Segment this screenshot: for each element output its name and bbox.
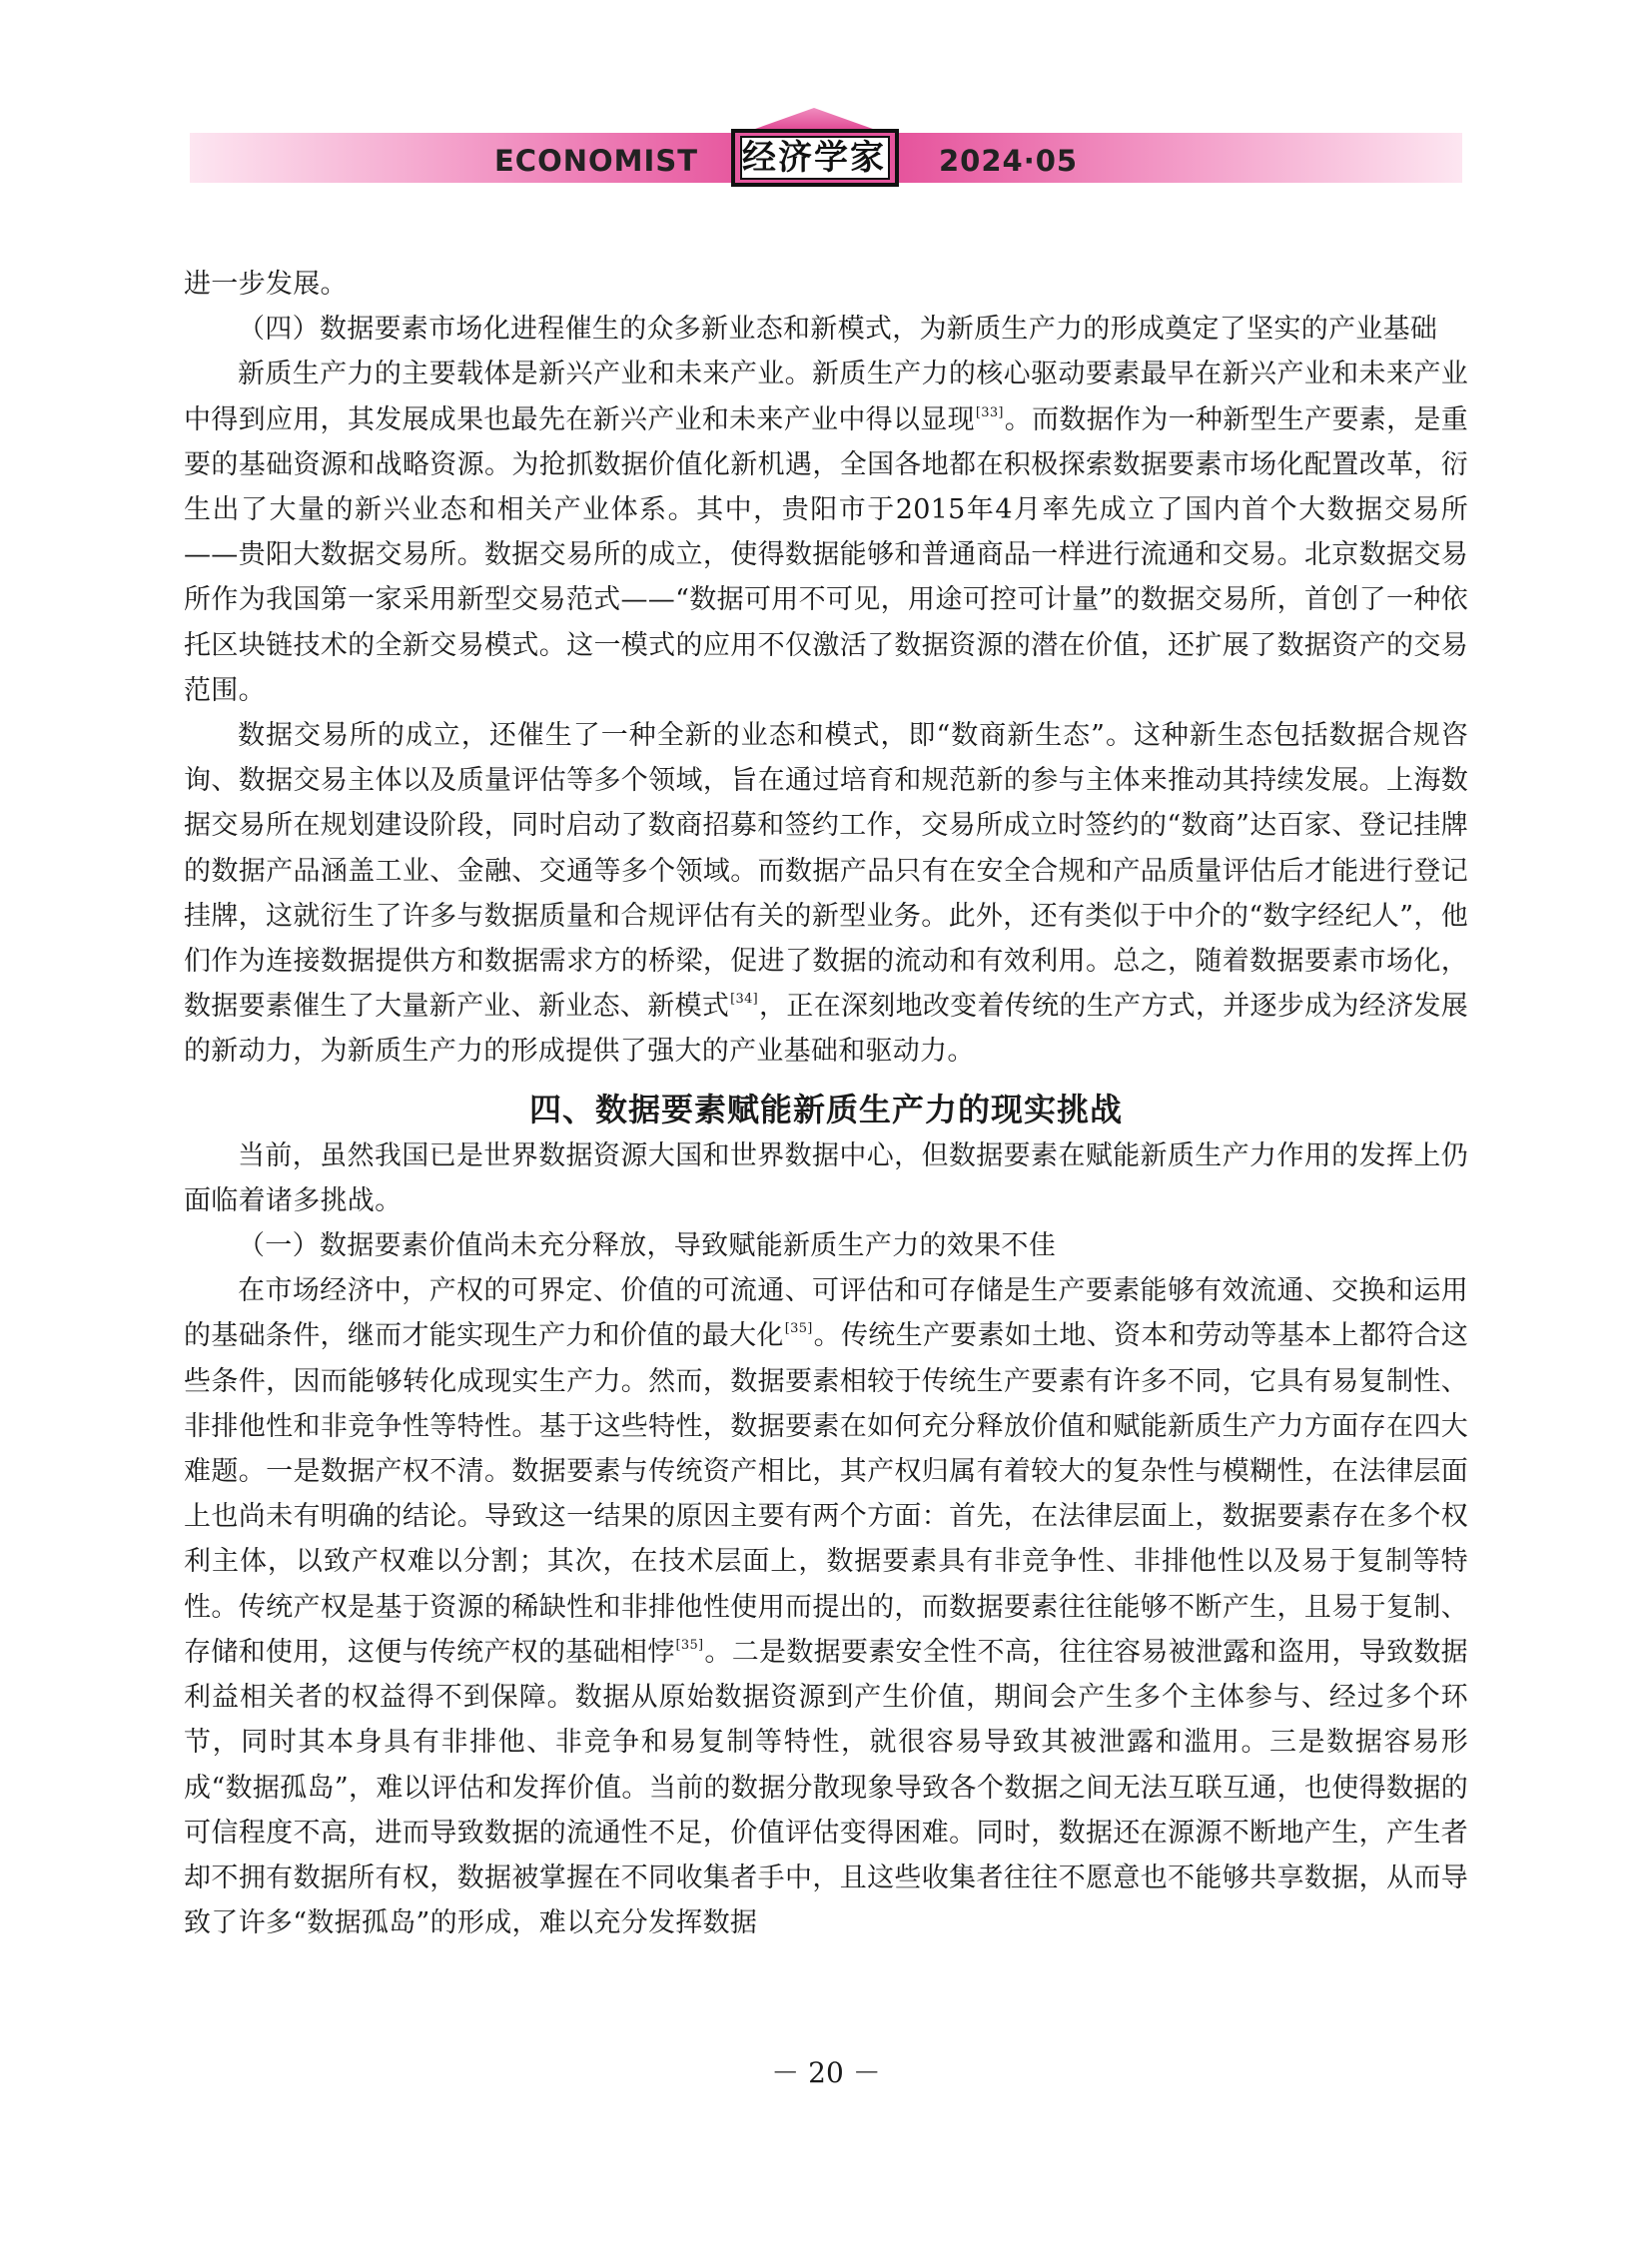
citation-ref: [34] — [730, 992, 759, 1008]
journal-header — [0, 0, 1652, 200]
paragraph-text: 。二是数据要素安全性不高，往往容易被泄露和盗用，导致数据利益相关者的权益得不到保障。数据从原始数据资源到产生价值，期间会产生多个主体参与、经过多个环节，同时其本身具有非排他、非竞争和易复制等特性，就很容易导致其被泄露和滥用。三是数据容易形成“数据孤岛”，难以评估和发挥价值。当前的数据分散现象导致各个数据之间无法互联互通，也使得数据的可信程度不高，进而导致数据的流通性不足，价值评估变得困难。同时，数据还在源源不断地产生，产生者却不拥有数据所有权，数据被掌握在不同收集者手中，且这些收集者往往不愿意也不能够共享数据，从而导致了许多“数据孤岛”的形成，难以充分发挥数据 — [184, 1636, 1468, 1939]
paragraph: 进一步发展。 — [184, 269, 348, 300]
page-number: － 20 － — [771, 2056, 881, 2089]
citation-ref: [35] — [784, 1321, 813, 1337]
paragraph — [184, 352, 1468, 713]
article-body — [184, 262, 1468, 1945]
section-title: 四、数据要素赋能新质生产力的现实挑战 — [528, 1090, 1123, 1128]
paragraph: 当前，虽然我国已是世界数据资源大国和世界数据中心，但数据要素在赋能新质生产力作用的发挥上仍面临着诸多挑战。 — [184, 1139, 1468, 1216]
paragraph-text: 数据交易所的成立，还催生了一种全新的业态和模式，即“数商新生态”。这种新生态包括数据合规咨询、数据交易主体以及质量评估等多个领域，旨在通过培育和规范新的参与主体来推动其持续发展。上海数据交易所在规划建设阶段，同时启动了数商招募和签约工作，交易所成立时签约的“数商”达百家、登记挂牌的数据产品涵盖工业、金融、交通等多个领域。而数据产品只有在安全合规和产品质量评估后才能进行登记挂牌，这就衍生了许多与数据质量和合规评估有关的新型业务。此外，还有类似于中介的“数字经纪人”，他们作为连接数据提供方和数据需求方的桥梁，促进了数据的流动和有效利用。总之，随着数据要素市场化，数据要素催生了大量新产业、新业态、新模式 — [184, 720, 1468, 1023]
subsection-heading: （四）数据要素市场化进程催生的众多新业态和新模式，为新质生产力的形成奠定了坚实的产业基础 — [238, 314, 1438, 346]
paragraph-text: 在市场经济中，产权的可界定、价值的可流通、可评估和可存储是生产要素能够有效流通、交换和运用的基础条件，继而才能实现生产力和价值的最大化 — [184, 1275, 1468, 1352]
magazine-name: 经济学家 — [742, 138, 886, 178]
paragraph-text: 。而数据作为一种新型生产要素，是重要的基础资源和战略资源。为抢抓数据价值化新机遇，全国各地都在积极探索数据要素市场化配置改革，衍生出了大量的新兴业态和相关产业体系。其中，贵阳市于2015年4月率先成立了国内首个大数据交易所——贵阳大数据交易所。数据交易所的成立，使得数据能够和普通商品一样进行流通和交易。北京数据交易所作为我国第一家采用新型交易范式——“数据可用不可见，用途可控可计量”的数据交易所，首创了一种依托区块链技术的全新交易模式。这一模式的应用不仅激活了数据资源的潜在价值，还扩展了数据资产的交易范围。 — [184, 403, 1468, 706]
paragraph-text: 新质生产力的主要载体是新兴产业和未来产业。新质生产力的核心驱动要素最早在新兴产业和未来产业中得到应用，其发展成果也最先在新兴产业和未来产业中得以显现 — [184, 359, 1468, 435]
paragraph — [184, 1268, 1468, 1945]
issue-label: 2024·05 — [939, 144, 1079, 178]
header-left-label: ECONOMIST — [494, 144, 698, 178]
citation-ref: [35] — [675, 1637, 704, 1653]
citation-ref: [33] — [975, 404, 1004, 420]
subsection-heading: （一）数据要素价值尚未充分释放，导致赋能新质生产力的效果不佳 — [238, 1230, 1056, 1262]
paragraph — [184, 713, 1468, 1075]
paragraph-text: ，正在深刻地改变着传统的生产方式，并逐步成为经济发展的新动力，为新质生产力的形成提供了强大的产业基础和驱动力。 — [184, 991, 1468, 1068]
paragraph-text: 。传统生产要素如土地、资本和劳动等基本上都符合这些条件，因而能够转化成现实生产力。然而，数据要素相较于传统生产要素有许多不同，它具有易复制性、非排他性和非竞争性等特性。基于这些特性，数据要素在如何充分释放价值和赋能新质生产力方面存在四大难题。一是数据产权不清。数据要素与传统资产相比，其产权归属有着较大的复杂性与模糊性，在法律层面上也尚未有明确的结论。导致这一结果的原因主要有两个方面：首先，在法律层面上，数据要素存在多个权利主体，以致产权难以分割；其次，在技术层面上，数据要素具有非竞争性、非排他性以及易于复制等特性。传统产权是基于资源的稀缺性和非排他性使用而提出的，而数据要素往往能够不断产生，且易于复制、存储和使用，这便与传统产权的基础相悖 — [184, 1320, 1468, 1668]
